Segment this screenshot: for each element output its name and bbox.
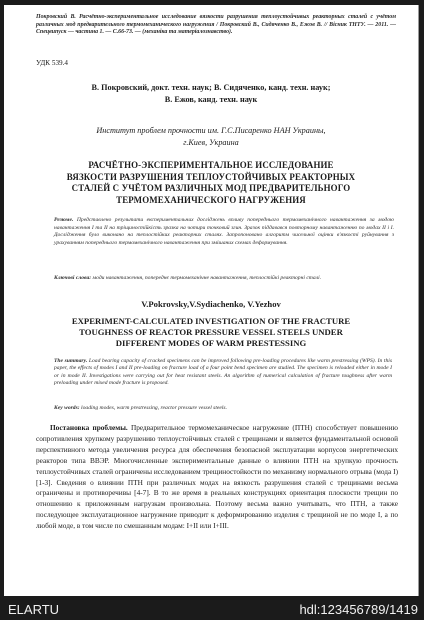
document-page (4, 5, 419, 596)
title-en (4, 316, 418, 350)
title-ru-line: РАСЧЁТНО-ЭКСПЕРИМЕНТАЛЬНОЕ ИССЛЕДОВАНИЕ (88, 160, 334, 170)
title-ru-line: ВЯЗКОСТИ РАЗРУШЕНИЯ ТЕПЛОУСТОЙЧИВЫХ РЕАКТОРНЫХ (66, 171, 356, 182)
keywords-ua-label: Ключові слова: (54, 275, 92, 281)
viewer-footer-bar (0, 599, 424, 619)
keywords-en (54, 405, 392, 412)
body-paragraph (36, 423, 398, 532)
section-heading: Постановка проблемы. (50, 423, 128, 432)
keywords-ua (54, 275, 394, 283)
authors-ru (4, 82, 418, 106)
repository-name: ELARTU (8, 602, 60, 617)
title-en-line: DIFFERENT MODES OF WARM PRESTESSING (115, 338, 307, 349)
institute-ru-line: г.Киев, Украина (183, 138, 239, 147)
citation-text: Покровский В. Расчётно-экспериментальное исследование вязкости разрушения теплоустойчивых реакторных сталей с учётом различных мод предварительного термомеханического нагружения / Покровский В., Сидяченко В., Ежов В. // Вісник ТНТУ. — 2011. — Спецвипуск — частина 1. — С.66-73. — (механіка та матеріалознавство). (36, 14, 396, 36)
citation-header (36, 14, 396, 37)
abstract-ua-label: Резюме. (54, 217, 74, 223)
keywords-ua-text: моди навантаження, попереднє термомеханічне навантаження, теплостійкі реакторні сталі. (92, 275, 322, 281)
title-ru (4, 160, 418, 206)
abstract-en-text: Load bearing capacity of cracked specimens can be improved following pre-loading procedures like warm prestressing (WPS). In this paper, the effects of modes I and II pre-loading on fracture load of a four point bend specimen are studied. The specimen is reloaded either in mode I or in mode II. Investigations were carrying out for heat resistant steels. An algorithm of numerical calculation of fracture toughness after warm preloading under mixed mode fracture is proposed. (54, 358, 393, 386)
abstract-en (54, 358, 392, 387)
authors-ru-line: В. Ежов, канд. техн. наук (164, 95, 258, 104)
authors-ru-line: В. Покровский, докт. техн. наук; В. Сидяченко, канд. техн. наук; (91, 83, 331, 92)
abstract-en-label: The summary. (54, 358, 88, 364)
authors-en: V.Pokrovsky,V.Sydiachenko, V.Yezhov (141, 299, 281, 309)
abstract-ua (54, 217, 394, 247)
title-ru-line: ТЕРМОМЕХАНИЧЕСКОГО НАГРУЖЕНИЯ (116, 194, 306, 205)
title-ru-line: СТАЛЕЙ С УЧЁТОМ РАЗЛИЧНЫХ МОД ПРЕДВАРИТЕЛЬНОГО (71, 183, 351, 193)
handle-id[interactable]: hdl:123456789/1419 (299, 602, 418, 617)
abstract-ua-text: Представлено результати експериментальних досліджень впливу попереднього термомеханічного навантаження за модою навантаження I та II на тріщиностійкість зразка на чотири точковий згин. Зразок піддавався повторному навантаженню по модах II і I. Дослідження було виконано на теплостійких реакторних сталях. Запропоновано алгоритм чисельної оцінки в'язкості руйнування з урахуванням попереднього термомеханічного навантаження при змішаних схемах деформування. (54, 217, 394, 246)
keywords-en-text: loading modes, warm prestressing, reactor pressure vessel steels. (81, 405, 227, 411)
keywords-en-label: Key words: (54, 405, 80, 411)
title-en-line: EXPERIMENT-CALCULATED INVESTIGATION OF THE FRACTURE (71, 316, 351, 326)
udk-code: УДК 539.4 (36, 59, 69, 67)
institute-ru-line: Институт проблем прочности им. Г.С.Писаренко НАН Украины, (96, 126, 326, 135)
title-en-line: TOUGHNESS OF REACTOR PRESSURE VESSEL STEELS UNDER (79, 327, 343, 338)
body-text: Предварительное термомеханическое нагружение (ПТН) способствует повышению сопротивления хрупкому разрушению теплоустойчивых сталей с трещинами и является фундаментальной основой перспективного метода увеличения ресурса для обеспечения безопасной эксплуатации корпусов энергетических реакторов типа ВВЭР. Многочисленные экспериментальные данные о влиянии ПТН на хрупкую прочность теплоустойчивых сталей ограничены исследованием трещиностойкости по механизму нормального отрыва (мода I) [1-3]. Сведения о влиянии ПТН при различных модах на вязкость разрушения сталей с трещинами весьма ограничены и противоречивы [4-7]. В то же время в реальных конструкциях ориентация плоскости трещин по отношению к приложенным нагрузкам произвольна. Поэтому весьма важно учитывать, что ПТН, а также последующее эксплуатационное нагружение приводит к деформированию изделия с трещиной не по моде I, а по любой моде, в том числе по смешанным модам: I+II или I+III. (36, 423, 399, 531)
institute-ru (4, 125, 418, 149)
